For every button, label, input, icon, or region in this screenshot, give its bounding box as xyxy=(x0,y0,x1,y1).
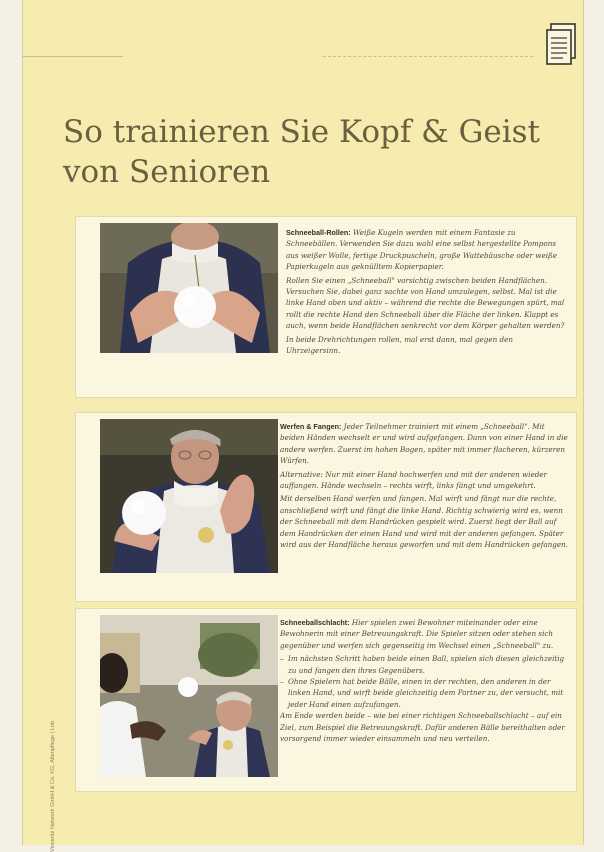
section-heading: Schneeballschlacht: xyxy=(280,618,350,627)
photo-credit-text: Vincentz Network GmbH & Co. KG, Altenpflege | Lob xyxy=(50,720,56,852)
section-heading: Werfen & Fangen: xyxy=(280,422,342,431)
section-paragraph xyxy=(280,617,570,651)
section-paragraph: Rollen Sie einen „Schneeball" vorsichtig zwischen beiden Handflächen. Versuchen Sie, dabei ganz sachte von Hand umzulegen, selbst. Mal ist die linke Hand oben und aktiv – während die rechte die Bewegungen spürt, mal rollt die rechte Hand den Schneeball über die Fläche der linken. Klappt es auch, wenn beide Handflächen senkrecht vor dem Körper gehalten werden? xyxy=(286,275,565,331)
section-paragraph xyxy=(280,421,570,467)
section-paragraph: Am Ende werden beide – wie bei einer richtigen Schneeballschlacht – auf ein Ziel, zum Beispiel die Betreuungskraft. Dafür anderen Bälle bereithalten oder vorsorgend immer wieder einsammeln und neu verteilen. xyxy=(280,711,565,744)
section-text xyxy=(280,421,570,552)
section-paragraph: In beide Drehrichtungen rollen, mal erst dann, mal gegen den Uhrzeigersinn. xyxy=(286,334,513,356)
section-card-schneeballschlacht xyxy=(75,608,577,792)
list-item: – Im nächsten Schritt haben beide einen Ball, spielen sich diesen gleichzeitig zu und fangen den ihres Gegenübers. xyxy=(288,653,570,676)
section-paragraph-text: Jeder Teilnehmer trainiert mit einem „Schneeball". Mit beiden Händen wechselt er und wird aufgefangen. Dann von einer Hand in die andere werfen. Zuerst im hohen Bogen, später mit immer flacheren, kürzeren Würfen. xyxy=(280,422,568,466)
section-paragraph-text: Weiße Kugeln werden mit einem Fantasie zu Schneebällen. Verwenden Sie dazu wahl eine selbst hergestellte Pompons aus weißer Wolle, fertige Druckpuscheln, große Wattebäusche oder weiße Papierkugeln aus geknülltem Kopierpapier. xyxy=(286,228,558,272)
section-heading: Schneeball-Rollen: xyxy=(286,228,351,237)
photo-snowball-rolling xyxy=(100,223,278,353)
section-bullet-list xyxy=(280,653,570,710)
section-card-schneeball-rollen xyxy=(75,216,577,398)
section-text xyxy=(286,227,568,358)
section-paragraph-text: Hier spielen zwei Bewohner miteinander oder eine Bewohnerin mit einer Betreuungskraft. Die Spieler sitzen oder stehen sich gegenüber und werfen sich gegenseitig im Wechsel einen „Schneeball" zu. xyxy=(280,618,554,650)
list-item: – Ohne Spielern hat beide Bälle, einen in der rechten, den anderen in der linken Hand, und wirft beide gleichzeitig dem Partner zu, der versucht, mit jeder Hand einen aufzufangen. xyxy=(288,676,570,710)
worksheet-page xyxy=(22,0,584,852)
section-text xyxy=(280,617,570,746)
section-paragraph: Alternative: Nur mit einer Hand hochwerfen und mit der anderen wieder auffangen. Hände wechseln – rechts wirft, links fängt und umgekehrt. xyxy=(280,469,547,491)
document-icon xyxy=(545,22,579,68)
section-paragraph xyxy=(286,227,568,273)
photo-snowball-fight xyxy=(100,615,278,777)
photo-throw-and-catch xyxy=(100,419,278,573)
photo-credit xyxy=(50,612,60,852)
page-title: So trainieren Sie Kopf & Geist von Senioren xyxy=(63,114,540,190)
section-paragraph: Mit derselben Hand werfen und fangen. Mal wirft und fängt nur die rechte, anschließend wirft und fängt die linke Hand. Richtig schwierig wird es, wenn der Schneeball mit dem Handrücken gespielt wird. Zuerst liegt der Ball auf dem Handrücken der einen Hand und wird mit der anderen gefangen. Später wird aus der Handfläche heraus geworfen und mit dem Handrücken gefangen. xyxy=(280,494,569,550)
header-rule-left xyxy=(23,56,123,57)
header-rule-right xyxy=(323,56,533,57)
section-card-werfen-fangen xyxy=(75,412,577,602)
